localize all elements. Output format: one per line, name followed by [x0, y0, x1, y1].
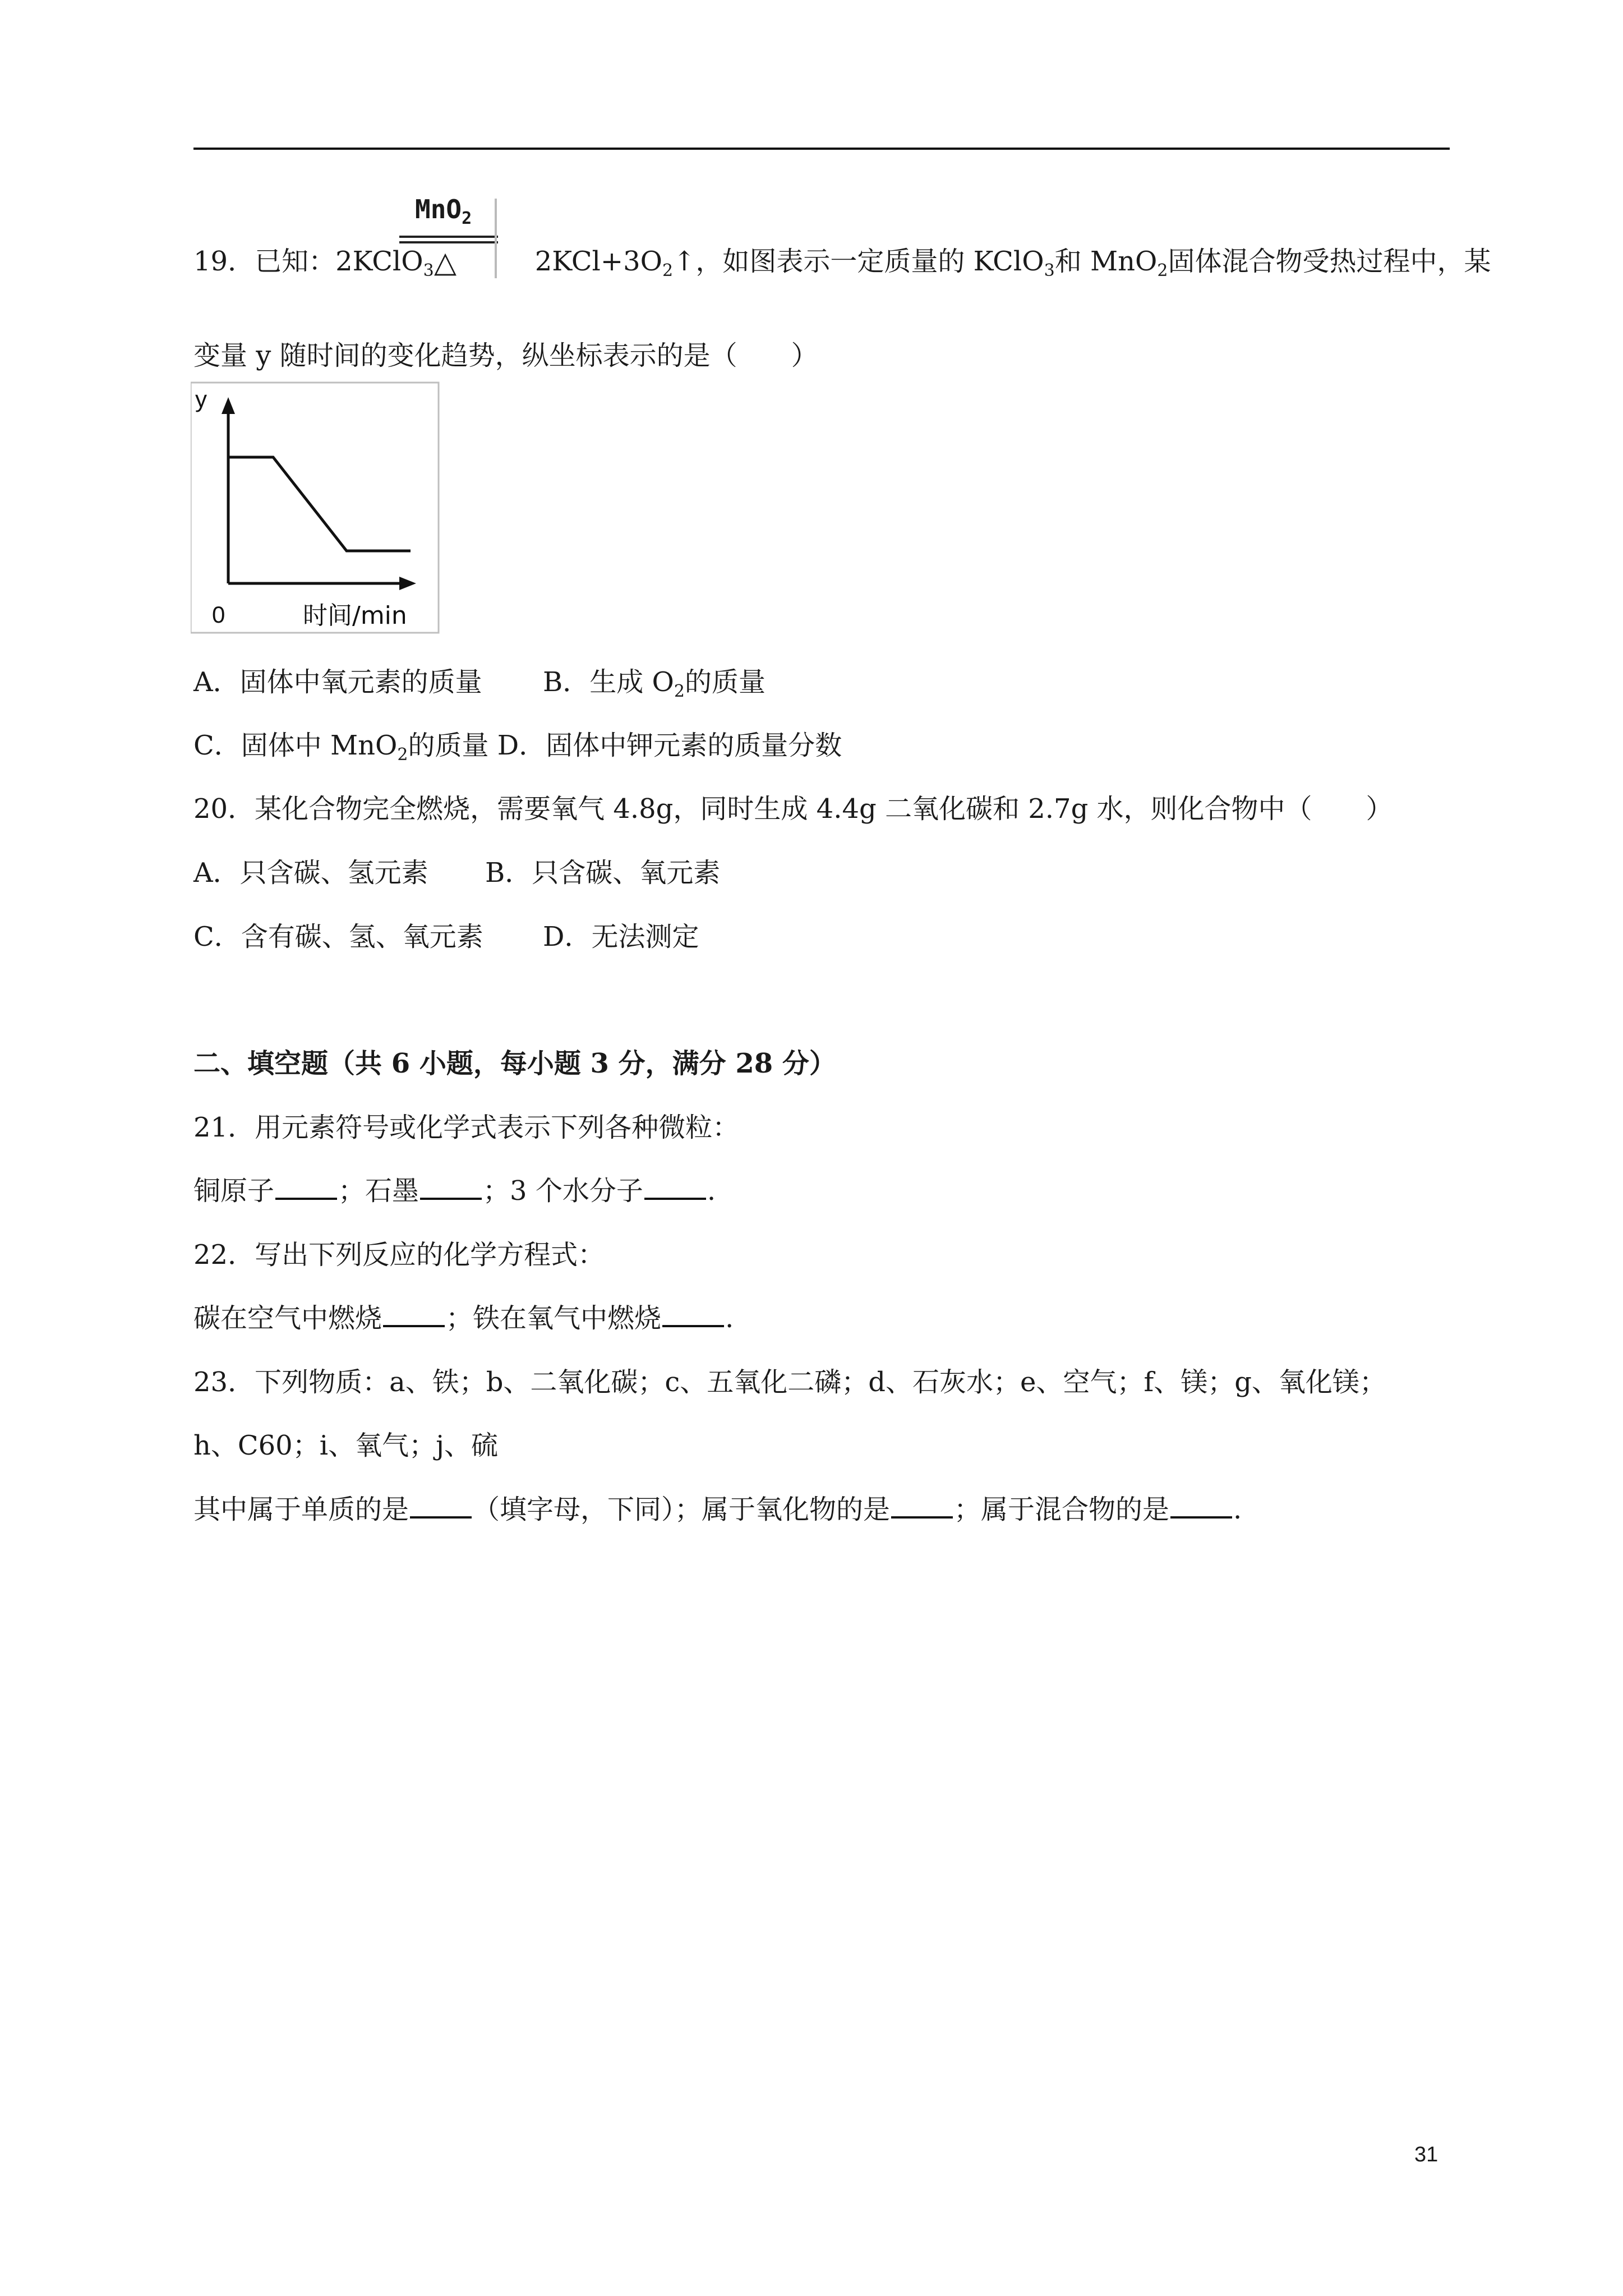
y-axis-label: y — [195, 386, 207, 412]
answer-blank[interactable] — [383, 1304, 445, 1327]
q19-options-cd: C．固体中 MnO$_2$的质量 D．固体中钾元素的质量分数 — [193, 730, 842, 765]
equals-bar-bottom — [399, 241, 498, 243]
answer-blank[interactable] — [275, 1176, 337, 1200]
equals-bar-top — [399, 236, 498, 238]
x-axis-arrow-icon — [399, 577, 416, 590]
answer-blank[interactable] — [662, 1304, 724, 1327]
origin-label: 0 — [212, 601, 225, 628]
header-rule — [193, 148, 1450, 150]
q22-stem: 22．写出下列反应的化学方程式： — [193, 1239, 605, 1271]
catalyst-label: MnO$_2$ — [415, 194, 472, 228]
heat-triangle-icon: △ — [434, 246, 457, 279]
answer-blank[interactable] — [891, 1495, 953, 1519]
q20-option-a: A．只含碳、氢元素 — [193, 857, 428, 889]
q20-option-c: C．含有碳、氢、氧元素 — [193, 921, 483, 953]
reaction-condition — [399, 194, 498, 278]
q19-graph — [191, 381, 443, 634]
q19-line1: 19．已知：2KClO$_3$ $2KCl+3O_2↑$，如图表示一定质量的 KClO$_3$和 MnO$_2$固体混合物受热过程中，某 — [193, 246, 1491, 280]
answer-blank[interactable] — [420, 1176, 482, 1200]
q20-option-b: B．只含碳、氧元素 — [485, 857, 721, 889]
answer-blank[interactable] — [644, 1176, 706, 1200]
q23-line2: h、C60；i、氧气；j、硫 — [193, 1430, 498, 1461]
page-number: 31 — [1414, 2143, 1438, 2166]
answer-blank[interactable] — [1170, 1495, 1232, 1519]
y-axis-arrow-icon — [222, 397, 235, 414]
q19-option-a: A．固体中氧元素的质量 — [193, 666, 482, 698]
q19-line2: 变量 y 随时间的变化趋势，纵坐标表示的是（ ） — [193, 340, 818, 371]
x-axis-label: 时间/min — [303, 601, 407, 630]
q23-line1: 23．下列物质：a、铁；b、二氧化碳；c、五氧化二磷；d、石灰水；e、空气；f、镁；g、氧化镁； — [193, 1366, 1386, 1398]
q21-blanks: 铜原子 ；石墨 ；3 个水分子 . — [193, 1175, 716, 1207]
q19-option-b: B．生成 $O_2$的质量 — [543, 666, 766, 701]
q23-blanks: 其中属于单质的是 （填字母，下同）；属于氧化物的是 ；属于混合物的是 . — [193, 1494, 1242, 1525]
q20-option-d: D．无法测定 — [543, 921, 699, 953]
section-heading: 二、填空题（共 6 小题，每小题 3 分，满分 28 分） — [193, 1048, 836, 1079]
q20-stem: 20．某化合物完全燃烧，需要氧气 4.8g，同时生成 4.4g 二氧化碳和 2.7g 水，则化合物中（ ） — [193, 793, 1393, 825]
condition-frame — [495, 199, 497, 278]
answer-blank[interactable] — [410, 1495, 472, 1519]
q21-stem: 21．用元素符号或化学式表示下列各种微粒： — [193, 1112, 740, 1143]
q22-blanks: 碳在空气中燃烧 ；铁在氧气中燃烧 . — [193, 1303, 734, 1334]
data-curve — [228, 457, 411, 551]
